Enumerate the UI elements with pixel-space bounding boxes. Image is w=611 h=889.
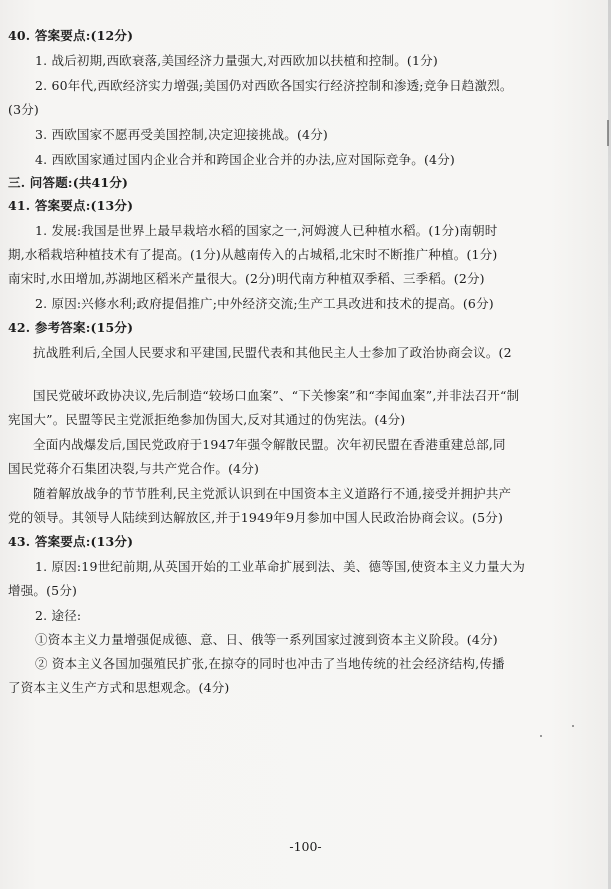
q41-point-1-cont-b: 南宋时,水田增加,苏湖地区稻米产量很大。(2分)明代南方种植双季稻、三季稻。(2分)	[8, 271, 485, 286]
q43-point-1: 1. 原因:19世纪前期,从英国开始的工业革命扩展到法、美、德等国,使资本主义力量大为	[35, 559, 526, 574]
q43-heading: 43. 答案要点:(13分)	[8, 534, 134, 549]
q40-heading: 40. 答案要点:(12分)	[8, 28, 134, 43]
q43-point-2-a: ①资本主义力量增强促成德、意、日、俄等一系列国家过渡到资本主义阶段。(4分)	[35, 632, 498, 647]
q42-para-4: 随着解放战争的节节胜利,民主党派认识到在中国资本主义道路行不通,接受并拥护共产	[33, 486, 512, 501]
q42-para-3-cont: 国民党蒋介石集团决裂,与共产党合作。(4分)	[8, 461, 260, 476]
scan-speck	[572, 725, 574, 727]
section-3-heading: 三. 问答题:(共41分)	[8, 175, 129, 190]
q43-point-1-cont: 增强。(5分)	[8, 583, 78, 598]
q40-point-2: 2. 60年代,西欧经济实力增强;美国仍对西欧各国实行经济控制和渗透;竞争日趋激烈。	[35, 78, 513, 93]
q42-heading: 42. 参考答案:(15分)	[8, 320, 134, 335]
q40-point-3: 3. 西欧国家不愿再受美国控制,决定迎接挑战。(4分)	[35, 127, 328, 142]
q40-point-4: 4. 西欧国家通过国内企业合并和跨国企业合并的办法,应对国际竞争。(4分)	[35, 152, 455, 167]
q41-point-2: 2. 原因:兴修水利;政府提倡推广;中外经济交流;生产工具改进和技术的提高。(6分)	[35, 296, 494, 311]
q41-point-1: 1. 发展:我国是世界上最早栽培水稻的国家之一,河姆渡人已种植水稻。(1分)南朝时	[35, 223, 498, 238]
page-number: -100-	[289, 839, 322, 854]
scan-speck	[540, 735, 542, 737]
q41-point-1-cont-a: 期,水稻栽培种植技术有了提高。(1分)从越南传入的占城稻,北宋时不断推广种植。(1分)	[8, 247, 498, 262]
q42-para-1: 抗战胜利后,全国人民要求和平建国,民盟代表和其他民主人士参加了政治协商会议。(2	[33, 345, 512, 360]
q43-point-2: 2. 途径:	[35, 608, 82, 623]
q43-point-2-b-cont: 了资本主义生产方式和思想观念。(4分)	[8, 680, 230, 695]
q40-point-2-cont: (3分)	[8, 102, 40, 117]
q41-heading: 41. 答案要点:(13分)	[8, 198, 134, 213]
q43-point-2-b: ② 资本主义各国加强殖民扩张,在掠夺的同时也冲击了当地传统的社会经济结构,传播	[35, 656, 505, 671]
q42-para-4-cont: 党的领导。其领导人陆续到达解放区,并于1949年9月参加中国人民政治协商会议。(5分)	[8, 510, 504, 525]
q42-para-2: 国民党破坏政协决议,先后制造“较场口血案”、“下关惨案”和“李闻血案”,并非法召开“制	[33, 388, 520, 403]
scan-mark	[607, 120, 609, 146]
q40-point-1: 1. 战后初期,西欧衰落,美国经济力量强大,对西欧加以扶植和控制。(1分)	[35, 53, 438, 68]
q42-para-3: 全面内战爆发后,国民党政府于1947年强令解散民盟。次年初民盟在香港重建总部,同	[33, 437, 506, 452]
q42-para-2-cont: 宪国大”。民盟等民主党派拒绝参加伪国大,反对其通过的伪宪法。(4分)	[8, 412, 406, 427]
